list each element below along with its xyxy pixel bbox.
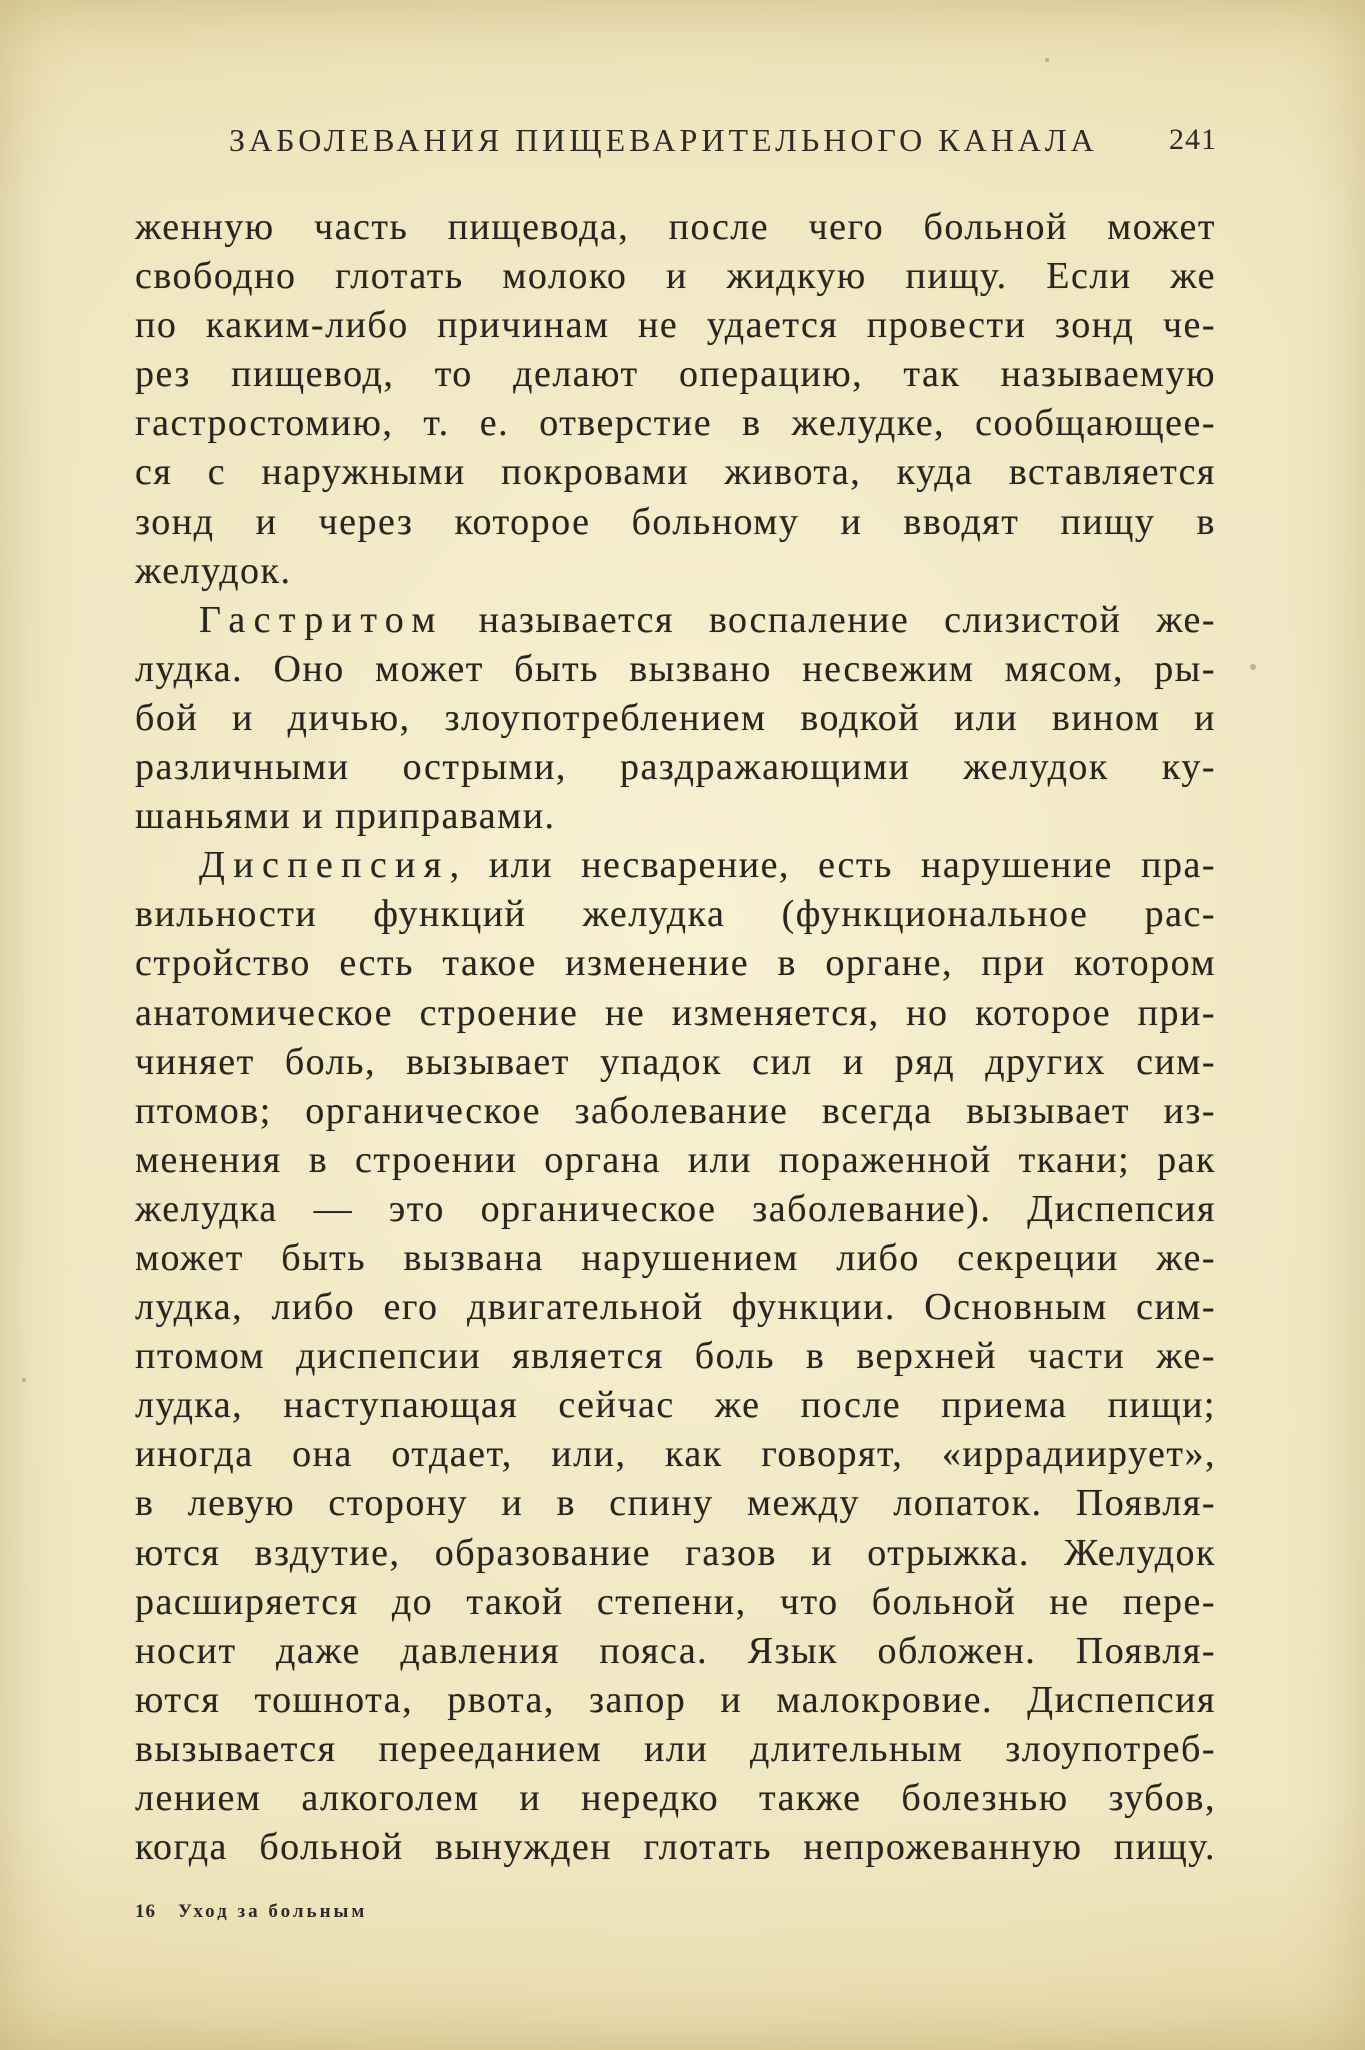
text-line: женную часть пищевода, после чего больной может — [135, 206, 1216, 248]
text-line: шаньями и приправами. — [135, 795, 556, 838]
text-line: лудка. Оно может быть вызвано несвежим мясом, ры- — [135, 647, 1216, 690]
text-line: расширяется до такой степени, что больной не пере- — [135, 1580, 1216, 1623]
text-line: различными острыми, раздражающими желудок ку- — [135, 746, 1216, 789]
signature-title: Уход за больным — [178, 1901, 368, 1922]
text-line — [135, 596, 1216, 645]
text-line: птомом диспепсии является боль в верхней части же- — [135, 1335, 1216, 1378]
text-line: бой и дичью, злоупотреблением водкой или вином и — [135, 696, 1216, 739]
paragraph — [135, 203, 1216, 596]
text-line: ся с наружными покровами живота, куда вставляется — [135, 451, 1216, 494]
text-line-rest: , или несварение, есть нарушение пра- — [449, 844, 1216, 887]
text-line: ются тошнота, рвота, запор и малокровие. Диспепсия — [135, 1678, 1216, 1721]
text-line: стройство есть такое изменение в органе, при котором — [135, 942, 1216, 985]
paper-speck — [1045, 58, 1049, 62]
text-line: по каким-либо причинам не удается провести зонд че- — [135, 304, 1216, 347]
text-line: желудка — это органическое заболевание). Диспепсия — [135, 1187, 1216, 1230]
text-line: когда больной вынужден глотать непрожеванную пищу. — [135, 1826, 1216, 1869]
text-line: лением алкоголем и нередко также болезнью зубов, — [135, 1777, 1216, 1819]
paper-speck — [1250, 664, 1256, 670]
text-line: носит даже давления пояса. Язык обложен. Появля- — [135, 1629, 1216, 1672]
text-line: может быть вызвана нарушением либо секреции же- — [135, 1236, 1216, 1279]
text-line: анатомическое строение не изменяется, но которое при- — [135, 991, 1216, 1034]
page-number: 241 — [1169, 123, 1217, 156]
emphasized-term: Гастритом — [199, 598, 444, 641]
text-line: ются вздутие, образование газов и отрыжка. Желудок — [135, 1531, 1216, 1574]
text-line: свободно глотать молоко и жидкую пищу. Если же — [135, 255, 1216, 298]
paragraph — [135, 841, 1216, 1872]
paragraph — [135, 596, 1216, 841]
text-line: птомов; органическое заболевание всегда вызывает из- — [135, 1089, 1216, 1132]
running-head: ЗАБОЛЕВАНИЯ ПИЩЕВАРИТЕЛЬНОГО КАНАЛА — [229, 122, 1098, 158]
text-line — [135, 841, 1216, 890]
text-line: лудка, либо его двигательной функции. Основным сим- — [135, 1286, 1216, 1329]
text-line-rest: называется воспаление слизистой же- — [443, 598, 1216, 641]
text-line: желудок. — [135, 549, 292, 592]
body-text — [135, 203, 1216, 1872]
text-line: чиняет боль, вызывает упадок сил и ряд других сим- — [135, 1040, 1216, 1083]
emphasized-term: Диспепсия — [199, 844, 450, 887]
text-line: менения в строении органа или пораженной ткани; рак — [135, 1138, 1216, 1181]
text-line: лудка, наступающая сейчас же после приема пищи; — [135, 1384, 1216, 1427]
text-line: вильности функций желудка (функциональное рас- — [135, 893, 1216, 936]
text-line: зонд и через которое больному и вводят пищу в — [135, 500, 1216, 543]
text-line: вызывается перееданием или длительным злоупотреб- — [135, 1727, 1216, 1770]
signature-number: 16 — [135, 1901, 156, 1922]
text-line: гастростомию, т. е. отверстие в желудке, сообщающее- — [135, 402, 1216, 445]
signature-mark — [135, 1898, 367, 1926]
text-line: в левую сторону и в спину между лопаток. Появля- — [135, 1482, 1216, 1525]
text-line: иногда она отдает, или, как говорят, «иррадиирует», — [135, 1433, 1216, 1476]
text-line: рез пищевод, то делают операцию, так называемую — [135, 353, 1216, 396]
paper-speck — [22, 1378, 26, 1382]
